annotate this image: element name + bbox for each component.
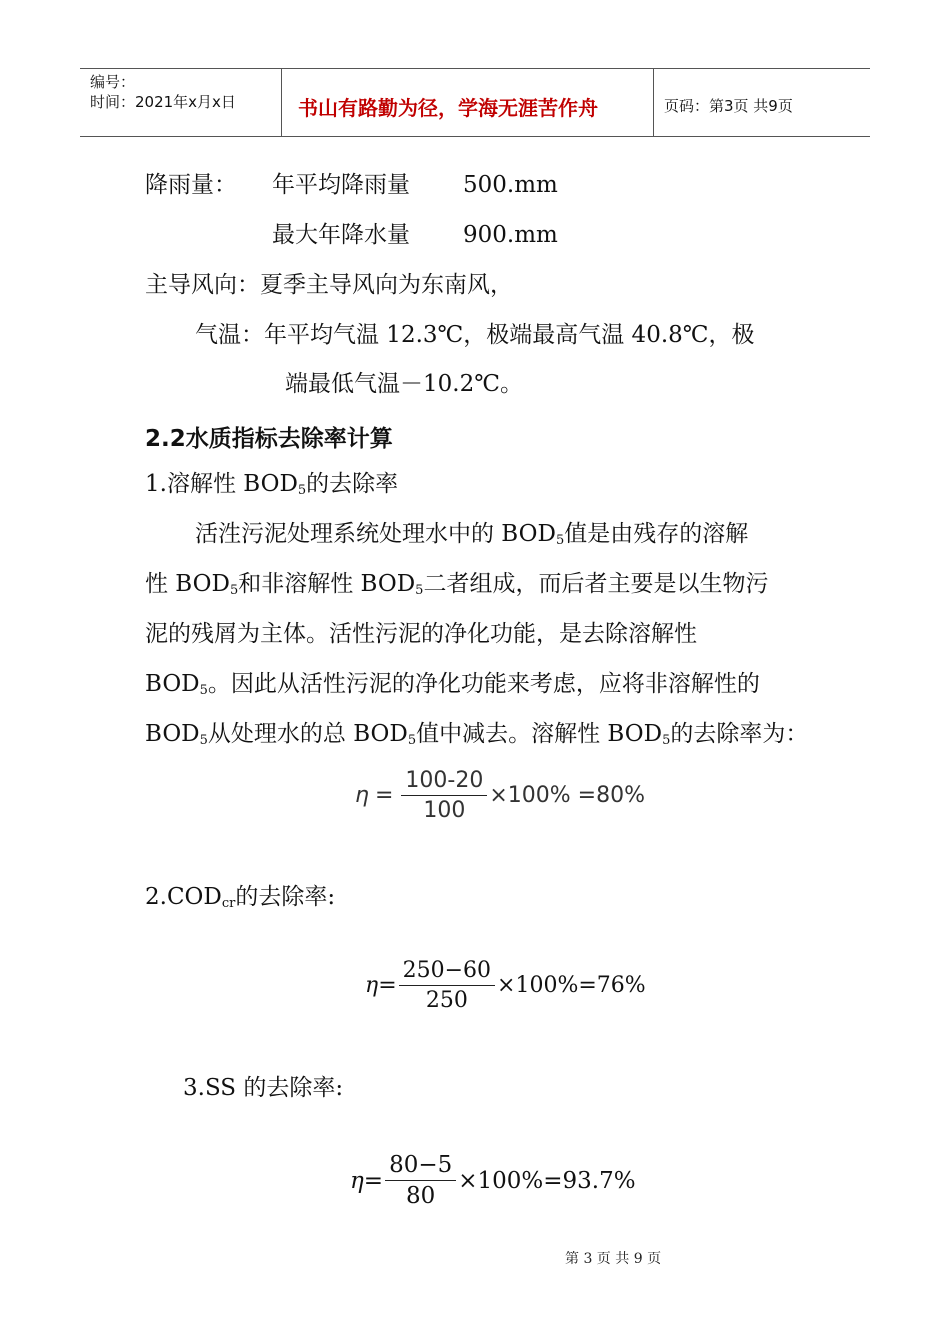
formula-bod-removal <box>355 768 645 823</box>
item3-title: 3.SS 的去除率: <box>183 1075 344 1101</box>
item2-title <box>145 882 335 912</box>
formula-ss-removal <box>350 1152 636 1209</box>
subscript: 5 <box>555 533 565 548</box>
denominator: 250 <box>425 988 468 1013</box>
subscript: 5 <box>407 733 417 748</box>
text: 和非溶解性 BOD <box>238 571 416 597</box>
eta-symbol: η <box>365 973 379 998</box>
equals-sign: = <box>374 783 394 808</box>
item1-title <box>145 469 398 499</box>
subscript: 5 <box>662 733 671 748</box>
header-date: 时间：2021年x月x日 <box>90 93 236 111</box>
subscript: 5 <box>199 683 208 698</box>
paragraph-line-5 <box>145 719 808 749</box>
paragraph-line-3: 泥的残屑为主体。活性污泥的净化功能，是去除溶解性 <box>145 621 697 647</box>
header-divider-right <box>653 68 654 136</box>
text: 的去除率: <box>235 884 336 910</box>
text: 性 BOD <box>145 571 230 597</box>
subscript: 5 <box>415 583 424 598</box>
rainfall-avg-name: 年平均降雨量 <box>272 172 410 198</box>
rainfall-max-name: 最大年降水量 <box>272 222 410 248</box>
equals-sign: = <box>363 1167 384 1194</box>
denominator: 80 <box>406 1183 436 1209</box>
formula-cod-removal <box>365 958 646 1013</box>
header-page-info: 页码：第3页 共9页 <box>664 97 793 115</box>
subscript: 5 <box>199 733 208 748</box>
header-bottom-rule <box>80 136 870 137</box>
text: 2.COD <box>145 884 222 910</box>
item1-suffix: 的去除率 <box>306 471 399 497</box>
wind-line: 主导风向：夏季主导风向为东南风， <box>145 272 513 298</box>
fraction <box>385 1152 456 1209</box>
numerator: 80−5 <box>385 1152 456 1181</box>
equals-sign: = <box>378 973 397 998</box>
fraction <box>399 958 495 1013</box>
eta-symbol: η <box>350 1167 364 1194</box>
rainfall-label: 降雨量： <box>145 172 237 198</box>
section-heading: 2.2水质指标去除率计算 <box>145 426 393 452</box>
formula-tail: ×100%=93.7% <box>458 1167 636 1194</box>
paragraph-line-1 <box>195 519 748 549</box>
denominator: 100 <box>423 798 466 823</box>
text: BOD <box>145 721 200 747</box>
formula-tail: ×100%=76% <box>497 973 646 998</box>
header-motto: 书山有路勤为径，学海无涯苦作舟 <box>298 96 598 120</box>
text: BOD <box>145 671 200 697</box>
text: 值是由残存的溶解 <box>564 521 749 547</box>
page-footer: 第 3 页 共 9 页 <box>565 1251 662 1267</box>
temperature-line-2: 端最低气温－10.2℃。 <box>285 371 523 397</box>
text: 。因此从活性污泥的净化功能来考虑，应将非溶解性的 <box>207 671 760 697</box>
paragraph-line-4 <box>145 669 760 699</box>
header-number-label: 编号： <box>90 73 136 91</box>
text: 活泩污泥处理系统处理水中的 BOD <box>195 521 556 547</box>
text: 值中减去。溶解性 BOD <box>416 721 663 747</box>
eta-symbol: η <box>355 783 369 808</box>
numerator: 250−60 <box>399 958 495 986</box>
header-divider-left <box>281 68 282 136</box>
numerator: 100-20 <box>401 768 487 796</box>
fraction <box>401 768 487 823</box>
text: 二者组成，而后者主要是以生物污 <box>423 571 769 597</box>
rainfall-avg-value: 500.mm <box>463 172 558 198</box>
text: 的去除率为： <box>670 721 809 747</box>
subscript: 5 <box>297 483 307 498</box>
subscript: cr <box>221 896 236 911</box>
formula-tail: ×100% =80% <box>489 783 645 808</box>
item1-prefix: 1.溶解性 BOD <box>145 471 298 497</box>
rainfall-max-value: 900.mm <box>463 222 558 248</box>
paragraph-line-2 <box>145 569 768 599</box>
temperature-line-1: 气温：年平均气温 12.3℃，极端最高气温 40.8℃，极 <box>195 322 755 348</box>
header-top-rule <box>80 68 870 69</box>
text: 从处理水的总 BOD <box>207 721 408 747</box>
subscript: 5 <box>229 583 239 598</box>
